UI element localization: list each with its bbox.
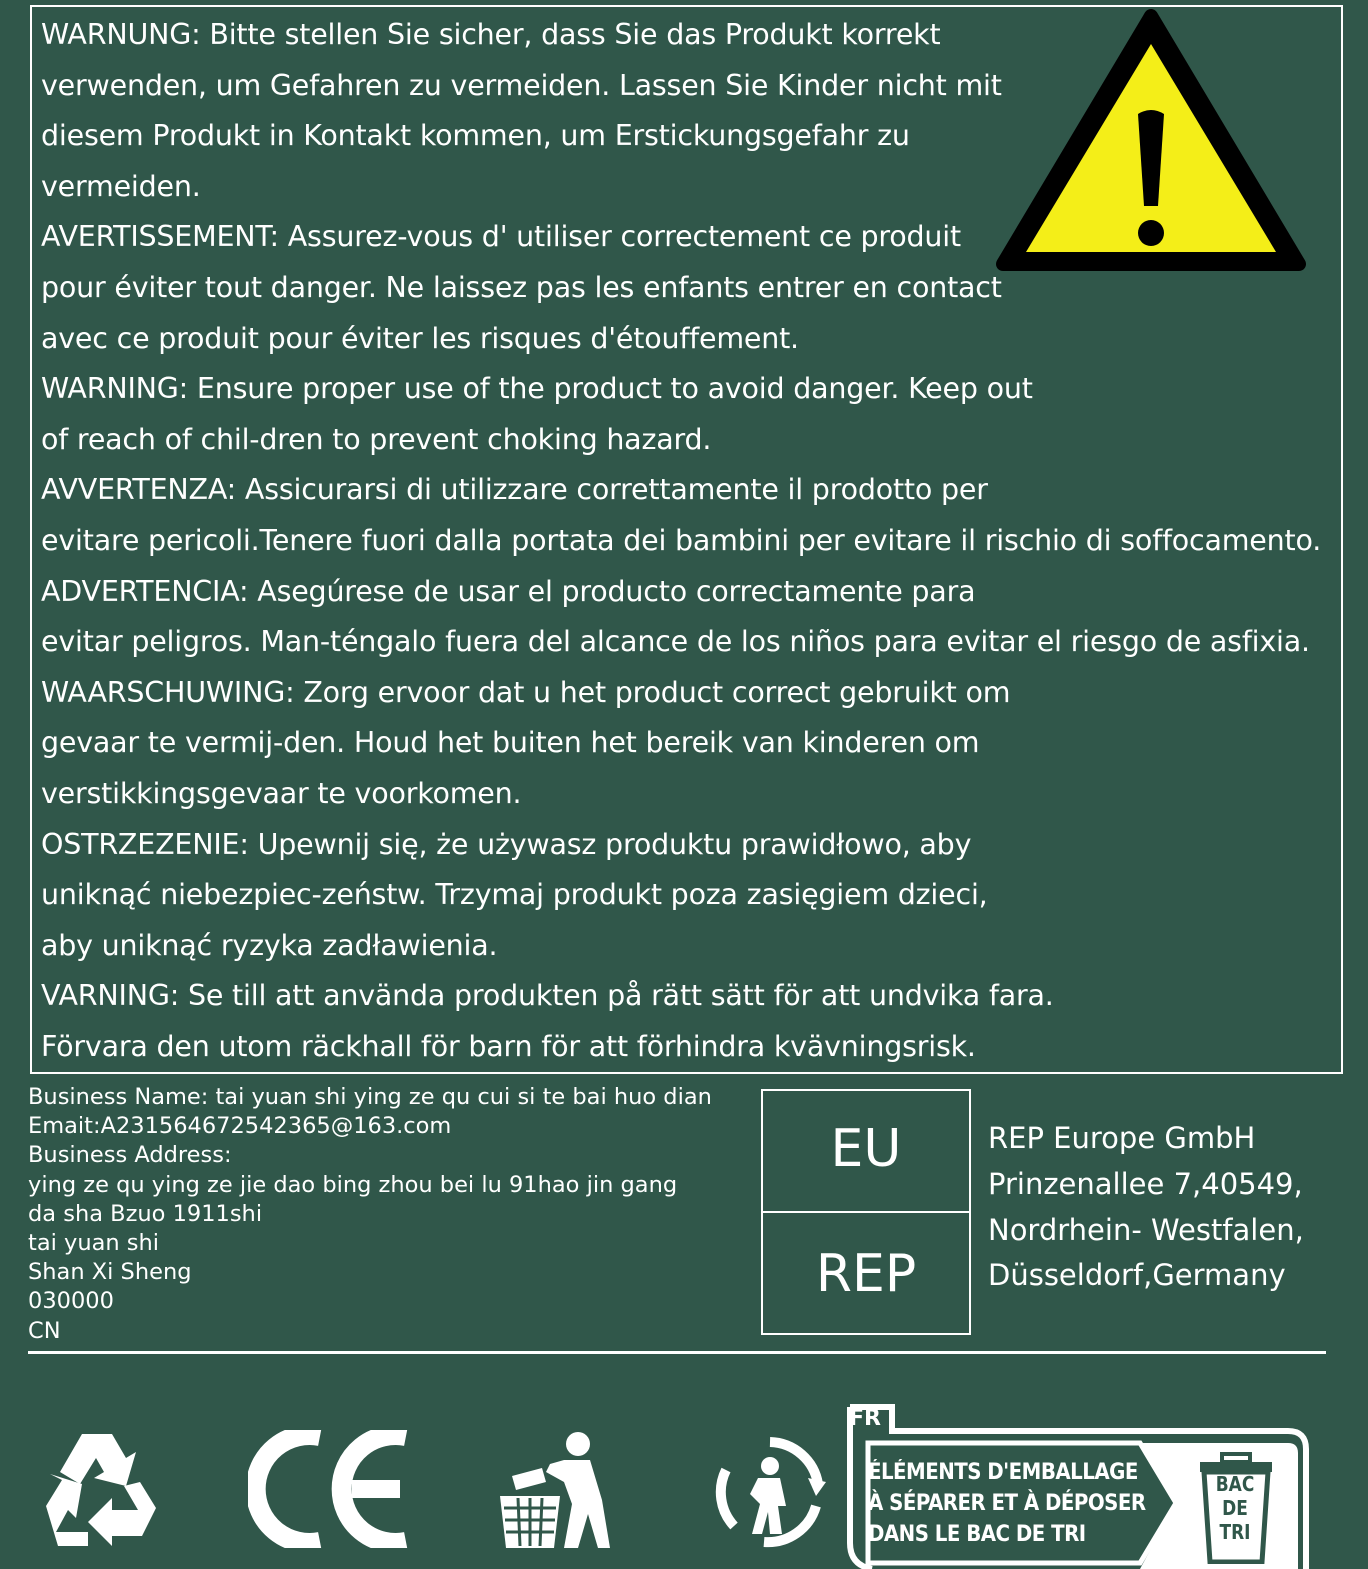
warning-line: avec ce produit pour éviter les risques d'étouffement.: [41, 321, 799, 355]
business-postcode: 030000: [28, 1288, 114, 1315]
rep-label: REP: [815, 1244, 917, 1304]
business-address-line: da sha Bzuo 1911shi: [28, 1200, 263, 1227]
business-info: [28, 1083, 712, 1346]
ce-mark-icon: [248, 1430, 412, 1548]
warning-line: vermeiden.: [41, 169, 201, 203]
warning-line: evitar peligros. Man-téngalo fuera del alcance de los niños para evitar el riesgo de asfixia.: [41, 625, 1310, 659]
warning-line: WARNING: Ensure proper use of the product to avoid danger. Keep out: [41, 372, 1033, 406]
business-email: Emait:A231564672542365@163.com: [28, 1113, 452, 1140]
bin-line: BAC: [1215, 1472, 1255, 1496]
warning-line: WAARSCHUWING: Zorg ervoor dat u het product correct gebruikt om: [41, 675, 1011, 709]
triman-instruction: [868, 1457, 1146, 1550]
sorting-bin-label: [1211, 1472, 1259, 1544]
warning-line: VARNING: Se till att använda produkten på rätt sätt för att undvika fara.: [41, 979, 1054, 1013]
warning-line: gevaar te vermij-den. Houd het buiten het bereik van kinderen om: [41, 726, 980, 760]
business-address-line: ying ze qu ying ze jie dao bing zhou bei lu 91hao jin gang: [28, 1171, 678, 1198]
eu-rep-box: [761, 1089, 971, 1335]
warning-line: verstikkingsgevaar te voorkomen.: [41, 776, 522, 810]
business-name: Business Name: tai yuan shi ying ze qu cui si te bai huo dian: [28, 1084, 712, 1110]
separator-line: [28, 1351, 1326, 1354]
rep-street: Prinzenallee 7,40549,: [988, 1166, 1303, 1201]
warning-line: OSTRZEZENIE: Upewnij się, że używasz produktu prawidłowo, aby: [41, 827, 972, 861]
warning-line: WARNUNG: Bitte stellen Sie sicher, dass Sie das Produkt korrekt: [41, 18, 941, 51]
triman-icon: [712, 1434, 828, 1550]
triman-line: À SÉPARER ET À DÉPOSER: [868, 1491, 1146, 1516]
business-address-line: tai yuan shi: [28, 1230, 160, 1257]
eu-label: EU: [830, 1119, 902, 1179]
warning-line: AVVERTENZA: Assicurarsi di utilizzare correttamente il prodotto per: [41, 473, 988, 507]
rep-city-country: Düsseldorf,Germany: [988, 1258, 1286, 1293]
triman-line: ÉLÉMENTS D'EMBALLAGE: [868, 1460, 1138, 1485]
warning-line: uniknąć niebezpiec-zeństw. Trzymaj produkt poza zasięgiem dzieci,: [41, 878, 988, 912]
rep-company: REP Europe GmbH: [988, 1121, 1256, 1155]
warning-line: of reach of chil-dren to prevent choking hazard.: [41, 422, 712, 456]
eu-rep-divider: [763, 1211, 969, 1213]
warning-line: aby uniknąć ryzyka zadławienia.: [41, 928, 498, 962]
business-country: CN: [28, 1317, 61, 1344]
business-address-line: Shan Xi Sheng: [28, 1259, 192, 1286]
eu-rep-address: [988, 1116, 1304, 1299]
warning-line: Förvara den utom räckhall för barn för att förhindra kvävningsrisk.: [41, 1029, 976, 1063]
tidyman-icon: [498, 1430, 614, 1550]
warning-line: diesem Produkt in Kontakt kommen, um Erstickungsgefahr zu: [41, 119, 910, 153]
warning-line: verwenden, um Gefahren zu vermeiden. Lassen Sie Kinder nicht mit: [41, 68, 1002, 102]
warning-triangle-icon: [995, 8, 1307, 278]
bin-line: DE: [1222, 1496, 1248, 1520]
triman-line: DANS LE BAC DE TRI: [868, 1522, 1086, 1547]
warning-line: pour éviter tout danger. Ne laissez pas les enfants entrer en contact: [41, 270, 1002, 304]
bin-line: TRI: [1219, 1520, 1251, 1544]
triman-country-tag: FR: [849, 1406, 881, 1431]
warning-line: ADVERTENCIA: Asegúrese de usar el producto correctamente para: [41, 574, 976, 608]
recycle-icon: [42, 1428, 166, 1548]
warning-line: evitare pericoli.Tenere fuori dalla portata dei bambini per evitare il rischio di soffocamento.: [41, 523, 1322, 557]
warning-line: AVERTISSEMENT: Assurez-vous d' utiliser correctement ce produit: [41, 220, 961, 254]
business-address-label: Business Address:: [28, 1142, 232, 1169]
rep-region: Nordrhein- Westfalen,: [988, 1212, 1304, 1247]
